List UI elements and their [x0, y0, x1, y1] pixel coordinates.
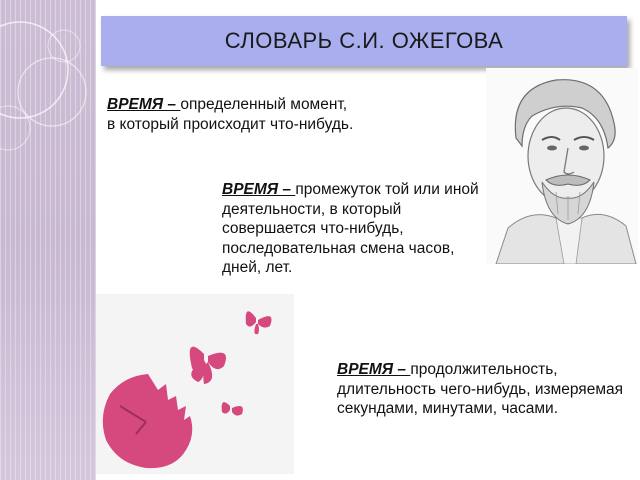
definition-1-term: ВРЕМЯ –	[107, 96, 181, 113]
definition-3	[337, 360, 627, 419]
circle-ornament	[0, 0, 96, 480]
definition-3-text: продолжительность, длительность чего-нибудь, измеряемая секундами, минутами, часами.	[337, 361, 623, 417]
slide-title: СЛОВАРЬ С.И. ОЖЕГОВА	[224, 28, 504, 53]
definition-2-text: промежуток той или иной деятельности, в который совершается что-нибудь, последовательная смена часов, дней, лет.	[222, 181, 479, 276]
title-bar	[101, 16, 627, 66]
decorative-left-band	[0, 0, 96, 480]
definition-2-term: ВРЕМЯ –	[222, 181, 296, 198]
clock-butterflies-image	[96, 294, 294, 474]
definition-2	[222, 180, 484, 302]
portrait-image	[486, 68, 638, 264]
definition-1-text: определенный момент, в который происходит что-нибудь.	[107, 96, 354, 133]
definition-3-term: ВРЕМЯ –	[337, 361, 411, 378]
definition-1	[107, 95, 357, 134]
